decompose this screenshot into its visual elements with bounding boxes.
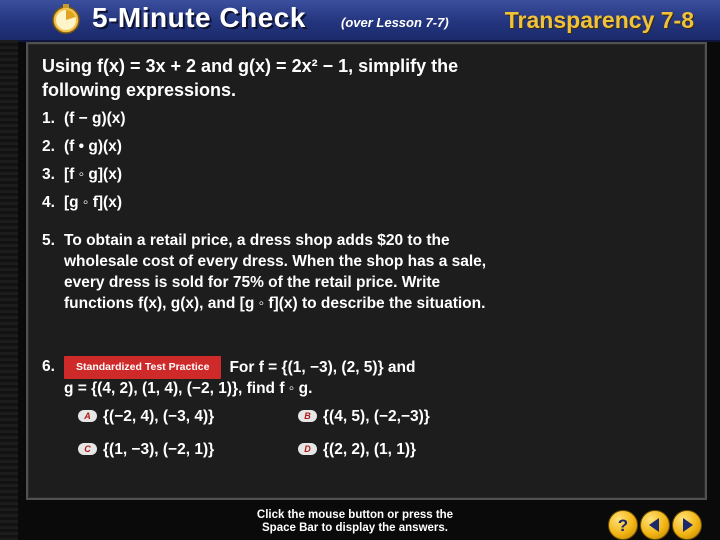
title-banner	[0, 0, 720, 42]
forward-arrow-icon	[673, 511, 701, 539]
question-number: 4.	[42, 194, 55, 211]
question-text: (f − g)(x)	[64, 110, 126, 127]
choice-c[interactable]	[78, 441, 214, 459]
instruction-line2: Space Bar to display the answers.	[262, 522, 448, 534]
instruction-line1: Click the mouse button or press the	[256, 509, 454, 521]
choice-text: {(1, −3), (−2, 1)}	[103, 441, 215, 458]
svg-text:?: ?	[617, 516, 629, 535]
choice-text: {(−2, 4), (−3, 4)}	[103, 408, 215, 425]
back-arrow-icon	[641, 511, 669, 539]
choice-letter: A	[78, 410, 97, 422]
instruction-text	[230, 509, 480, 535]
previous-button[interactable]	[640, 510, 670, 540]
choice-b[interactable]	[298, 408, 430, 426]
page-title: 5-Minute Check	[92, 2, 306, 33]
question-text-line1: For f = {(1, −3), (2, 5)} and	[229, 359, 416, 376]
choice-a[interactable]	[78, 408, 214, 426]
decorative-strip	[0, 40, 18, 540]
question-number: 5.	[42, 232, 55, 249]
question-content	[42, 54, 682, 458]
lesson-subtitle: (over Lesson 7-7)	[341, 15, 449, 30]
question-number: 3.	[42, 166, 55, 183]
question-text: (f • g)(x)	[64, 138, 122, 155]
question-number: 2.	[42, 138, 55, 155]
intro-text: Using f(x) = 3x + 2 and g(x) = 2x² − 1, simplify the following expressions.	[42, 56, 459, 100]
question-number: 1.	[42, 110, 55, 127]
question-text-line2: g = {(4, 2), (1, 4), (−2, 1)}, find f ◦ g.	[64, 380, 313, 397]
question-text: [g ◦ f](x)	[64, 194, 123, 211]
choice-text: {(2, 2), (1, 1)}	[323, 441, 417, 458]
standardized-test-badge: Standardized Test Practice	[64, 356, 221, 379]
choice-letter: C	[78, 443, 97, 455]
help-button[interactable]	[608, 510, 638, 540]
next-button[interactable]	[672, 510, 702, 540]
choice-letter: D	[298, 443, 317, 455]
question-text: [f ◦ g](x)	[64, 166, 123, 183]
transparency-label: Transparency 7-8	[504, 7, 694, 33]
choice-d[interactable]	[298, 441, 416, 459]
question-number: 6.	[42, 358, 55, 375]
content-panel	[26, 42, 707, 500]
choice-letter: B	[298, 410, 317, 422]
question-text: To obtain a retail price, a dress shop adds $20 to the wholesale cost of every dress. When the shop has a sale, every dress is sold for 75% of the retail price. Write functions f(x), g(x), and [g ◦ f](x) to describe the situation.	[64, 232, 487, 312]
stopwatch-icon	[50, 2, 82, 34]
choice-text: {(4, 5), (−2,−3)}	[323, 408, 430, 425]
question-mark-icon	[609, 511, 637, 539]
